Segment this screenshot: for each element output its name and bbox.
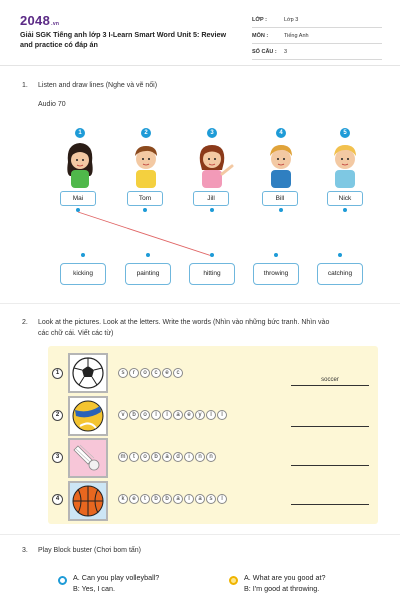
question-instruction: Play Block buster (Chơi bom tấn) [38,547,142,554]
letter-bubble: e [129,494,139,504]
volleyball-picture [68,396,108,436]
letter-bubble: o [140,368,150,378]
letter-bubble: a [173,494,183,504]
option-line: A. What are you good at? [244,573,326,582]
kid-badge: 2 [141,128,151,138]
kid-name-plate: Bill [262,191,298,206]
meta-label: MÔN : [252,32,269,39]
option-line: B: I'm good at throwing. [244,584,320,593]
letter-bubble: d [173,452,183,462]
kid-name-plate: Mai [60,191,96,206]
girl-jill-illustration [192,140,238,190]
question-3-heading [22,547,141,554]
activity-word-kicking[interactable]: kicking [60,263,106,285]
question-instruction: Listen and draw lines (Nghe và vẽ nối) [38,82,158,89]
activity-word-catching[interactable]: catching [317,263,363,285]
meta-row-count [252,44,382,60]
letter-bubble: s [206,494,216,504]
connector-dot[interactable] [76,208,80,212]
option-line: B: Yes, I can. [73,584,115,593]
girl-mai-illustration [60,140,100,190]
row-number: 3 [52,452,63,463]
connector-dot[interactable] [146,253,150,257]
question-number: 2. [22,319,28,326]
option-radio[interactable] [229,576,238,585]
option-line: A. Can you play volleyball? [73,573,160,582]
letter-bubble: e [162,368,172,378]
connector-dot[interactable] [338,253,342,257]
section-divider [0,303,400,304]
letter-bubble: a [195,494,205,504]
letter-bubble: a [173,410,183,420]
letter-bubble: v [118,410,128,420]
section-divider [0,534,400,535]
activity-word-hitting[interactable]: hitting [189,263,235,285]
soccer-ball-icon [70,355,106,391]
basketball-icon [70,483,106,519]
shuttlecock-picture [68,438,108,478]
connector-dot[interactable] [210,208,214,212]
meta-label: SỐ CÂU : [252,48,277,55]
letter-row [118,368,183,378]
letter-bubble: l [184,494,194,504]
meta-value: Tiếng Anh [284,32,309,39]
document-title: Giải SGK Tiếng anh lớp 3 I-Learn Smart Word Unit 5: Review and practice có đáp án [20,30,227,49]
row-number: 2 [52,410,63,421]
question-instruction: Look at the pictures. Look at the letters. Write the words (Nhìn vào những bức tranh. Nhìn vào [38,319,330,326]
basketball-picture [68,481,108,521]
letter-bubble: l [217,494,227,504]
option-text[interactable] [73,572,159,594]
site-logo[interactable] [20,13,59,28]
connector-dot[interactable] [210,253,214,257]
answer-line[interactable] [291,504,369,505]
letter-bubble: r [129,368,139,378]
soccer-ball-picture [68,353,108,393]
page-header [0,0,400,66]
letter-bubble: m [118,452,128,462]
letter-bubble: t [140,494,150,504]
logo-text: 2048 [20,13,51,28]
letter-row [118,494,227,504]
letter-row [118,452,216,462]
letter-bubble: k [118,494,128,504]
boy-bill-illustration [261,140,301,190]
letter-bubble: b [151,452,161,462]
question-1-heading [22,82,157,89]
option-text[interactable] [244,572,326,594]
question-instruction-cont: các chữ cái. Viết các từ) [38,330,114,337]
letter-bubble: l [206,410,216,420]
meta-row-subject [252,28,382,44]
kid-badge: 1 [75,128,85,138]
letter-bubble: s [118,368,128,378]
row-number: 1 [52,368,63,379]
letter-bubble: o [140,452,150,462]
letter-bubble: l [151,410,161,420]
letter-bubble: c [173,368,183,378]
kid-name-plate: Nick [327,191,363,206]
connector-dot[interactable] [274,253,278,257]
activity-word-painting[interactable]: painting [125,263,171,285]
connector-dot[interactable] [279,208,283,212]
kid-badge: 4 [276,128,286,138]
connector-dot[interactable] [343,208,347,212]
connector-dot[interactable] [81,253,85,257]
connector-dot[interactable] [143,208,147,212]
meta-row-grade [252,12,382,28]
letter-bubble: n [195,452,205,462]
answer-line[interactable] [291,385,369,386]
letter-bubble: t [129,452,139,462]
letter-bubble: b [162,494,172,504]
question-number: 3. [22,547,28,554]
question-2-heading [22,317,382,339]
kid-name-plate: Jill [193,191,229,206]
boy-nick-illustration [325,140,365,190]
letter-bubble: l [162,410,172,420]
logo-suffix: .vn [51,21,60,27]
boy-tom-illustration [126,140,166,190]
meta-label: LỚP : [252,16,267,23]
kid-badge: 5 [340,128,350,138]
kid-badge: 3 [207,128,217,138]
letter-bubble: c [151,368,161,378]
meta-value: Lớp 3 [284,16,299,23]
row-number: 4 [52,494,63,505]
letter-row [118,410,227,420]
meta-value: 3 [284,48,288,55]
letter-bubble: b [151,494,161,504]
question-number: 1. [22,82,28,89]
meta-panel [252,12,382,60]
letter-bubble: o [140,410,150,420]
audio-label[interactable]: Audio 70 [38,101,66,108]
letter-bubble: n [206,452,216,462]
answer-text: soccer [321,377,339,383]
shuttlecock-icon [70,440,106,476]
letter-bubble: i [184,452,194,462]
letter-bubble: a [162,452,172,462]
activity-word-throwing[interactable]: throwing [253,263,299,285]
kid-name-plate: Tom [127,191,163,206]
answer-line[interactable] [291,465,369,466]
letter-bubble: y [195,410,205,420]
letter-bubble: e [184,410,194,420]
letter-bubble: l [217,410,227,420]
answer-line[interactable] [291,426,369,427]
letter-bubble: b [129,410,139,420]
volleyball-icon [70,398,106,434]
option-radio[interactable] [58,576,67,585]
